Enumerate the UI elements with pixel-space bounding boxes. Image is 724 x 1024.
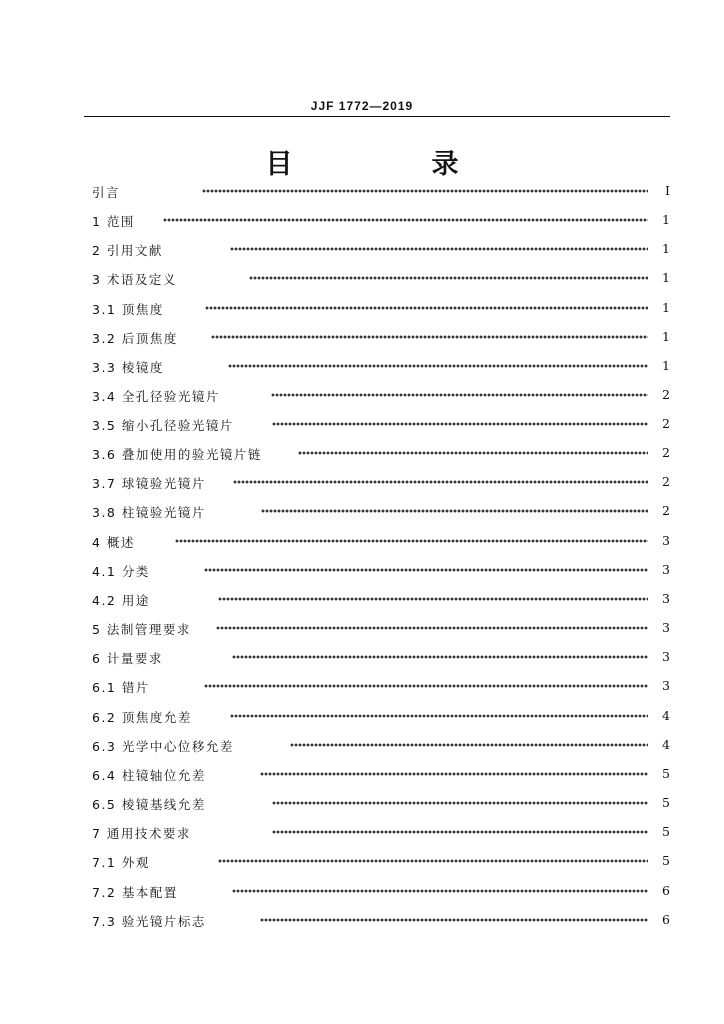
dot-leader: [205, 305, 648, 311]
toc-entry-label: 2 引用文献: [92, 243, 163, 258]
toc-entry-page-number: 5: [662, 853, 670, 868]
toc-entry[interactable]: [0, 212, 724, 232]
toc-entry[interactable]: [0, 358, 724, 378]
toc-entry-page-number: 3: [662, 678, 670, 693]
toc-entry-label: 3.4 全孔径验光镜片: [92, 389, 220, 404]
toc-entry-page-number: 6: [662, 912, 670, 927]
dot-leader: [230, 246, 648, 252]
toc-entry[interactable]: [0, 445, 724, 465]
toc-entry-page-number: 2: [662, 445, 670, 460]
toc-entry[interactable]: [0, 416, 724, 436]
toc-entry-page-number: 5: [662, 824, 670, 839]
toc-entry-page-number: 1: [662, 358, 670, 373]
toc-entry[interactable]: [0, 387, 724, 407]
toc-entry-label: 3.5 缩小孔径验光镜片: [92, 418, 234, 433]
toc-entry-label: 3.6 叠加使用的验光镜片链: [92, 447, 262, 462]
toc-entry-page-number: 1: [662, 270, 670, 285]
toc-entry[interactable]: [0, 620, 724, 640]
toc-entry[interactable]: [0, 649, 724, 669]
toc-entry-page-number: 3: [662, 562, 670, 577]
toc-entry[interactable]: [0, 912, 724, 932]
toc-entry-label: 4.1 分类: [92, 564, 150, 579]
toc-entry[interactable]: [0, 533, 724, 553]
toc-entry-label: 7.1 外观: [92, 855, 150, 870]
toc-entry-label: 7.2 基本配置: [92, 885, 178, 900]
toc-entry[interactable]: [0, 591, 724, 611]
dot-leader: [218, 858, 648, 864]
toc-entry[interactable]: [0, 300, 724, 320]
dot-leader: [218, 596, 648, 602]
dot-leader: [228, 363, 648, 369]
toc-entry-page-number: 5: [662, 795, 670, 810]
toc-entry-label: 4.2 用途: [92, 593, 150, 608]
dot-leader: [211, 334, 648, 340]
toc-entry-label: 3 术语及定义: [92, 272, 177, 287]
toc-entry-page-number: 1: [662, 329, 670, 344]
toc-entry-page-number: 1: [662, 300, 670, 315]
dot-leader: [272, 829, 648, 835]
toc-entry-label: 3.3 棱镜度: [92, 360, 164, 375]
toc-entry-page-number: 1: [662, 212, 670, 227]
dot-leader: [260, 771, 648, 777]
toc-entry[interactable]: [0, 503, 724, 523]
dot-leader: [290, 742, 648, 748]
toc-entry-label: 3.8 柱镜验光镜片: [92, 505, 206, 520]
toc-entry[interactable]: [0, 795, 724, 815]
toc-entry-label: 3.7 球镜验光镜片: [92, 476, 206, 491]
toc-entry-label: 3.1 顶焦度: [92, 302, 164, 317]
toc-entry-page-number: 2: [662, 503, 670, 518]
dot-leader: [272, 800, 648, 806]
toc-entry-label: 6 计量要求: [92, 651, 163, 666]
toc-entry-page-number: 6: [662, 883, 670, 898]
dot-leader: [163, 217, 648, 223]
toc-entry-label: 6.2 顶焦度允差: [92, 710, 192, 725]
toc-entry[interactable]: [0, 562, 724, 582]
toc-entry[interactable]: [0, 241, 724, 261]
toc-entry-label: 5 法制管理要求: [92, 622, 191, 637]
toc-entry-label: 7.3 验光镜片标志: [92, 914, 206, 929]
dot-leader: [261, 508, 648, 514]
toc-entry-page-number: 2: [662, 474, 670, 489]
dot-leader: [216, 625, 648, 631]
toc-entry-page-number: 4: [662, 708, 670, 723]
toc-entry-page-number: 4: [662, 737, 670, 752]
toc-entry[interactable]: [0, 766, 724, 786]
toc-entry-label: 7 通用技术要求: [92, 826, 191, 841]
toc-entry[interactable]: [0, 853, 724, 873]
toc-entry-label: 1 范围: [92, 214, 135, 229]
dot-leader: [232, 888, 648, 894]
toc-entry-label: 6.1 错片: [92, 680, 150, 695]
toc-entry-page-number: 3: [662, 591, 670, 606]
toc-entry-label: 6.4 柱镜轴位允差: [92, 768, 206, 783]
toc-entry-page-number: 5: [662, 766, 670, 781]
toc-entry-page-number: 2: [662, 387, 670, 402]
dot-leader: [260, 917, 648, 923]
dot-leader: [232, 654, 648, 660]
toc-entry-page-number: Ⅰ: [665, 183, 670, 198]
toc-entry-page-number: 1: [662, 241, 670, 256]
toc-entry-label: 3.2 后顶焦度: [92, 331, 178, 346]
standard-code-header: JJF 1772—2019: [310, 99, 414, 113]
toc-entry[interactable]: [0, 270, 724, 290]
toc-entry[interactable]: [0, 824, 724, 844]
toc-entry[interactable]: [0, 329, 724, 349]
toc-entry[interactable]: [0, 183, 724, 203]
dot-leader: [175, 538, 648, 544]
toc-entry-label: 4 概述: [92, 535, 135, 550]
toc-entry-label: 6.3 光学中心位移允差: [92, 739, 234, 754]
toc-entry-page-number: 2: [662, 416, 670, 431]
dot-leader: [204, 683, 648, 689]
toc-entry[interactable]: [0, 883, 724, 903]
header-rule: [84, 116, 670, 117]
toc-entry-label: 引言: [92, 185, 121, 200]
page-title: 目 录: [265, 149, 515, 180]
toc-entry[interactable]: [0, 678, 724, 698]
dot-leader: [233, 479, 648, 485]
toc-entry[interactable]: [0, 737, 724, 757]
toc-entry[interactable]: [0, 474, 724, 494]
dot-leader: [230, 713, 648, 719]
dot-leader: [298, 450, 648, 456]
toc-entry-label: 6.5 棱镜基线允差: [92, 797, 206, 812]
toc-entry[interactable]: [0, 708, 724, 728]
dot-leader: [204, 567, 648, 573]
toc-entry-page-number: 3: [662, 649, 670, 664]
toc-entry-page-number: 3: [662, 620, 670, 635]
dot-leader: [272, 421, 648, 427]
dot-leader: [249, 275, 648, 281]
dot-leader: [271, 392, 648, 398]
toc-entry-page-number: 3: [662, 533, 670, 548]
dot-leader: [202, 188, 648, 194]
